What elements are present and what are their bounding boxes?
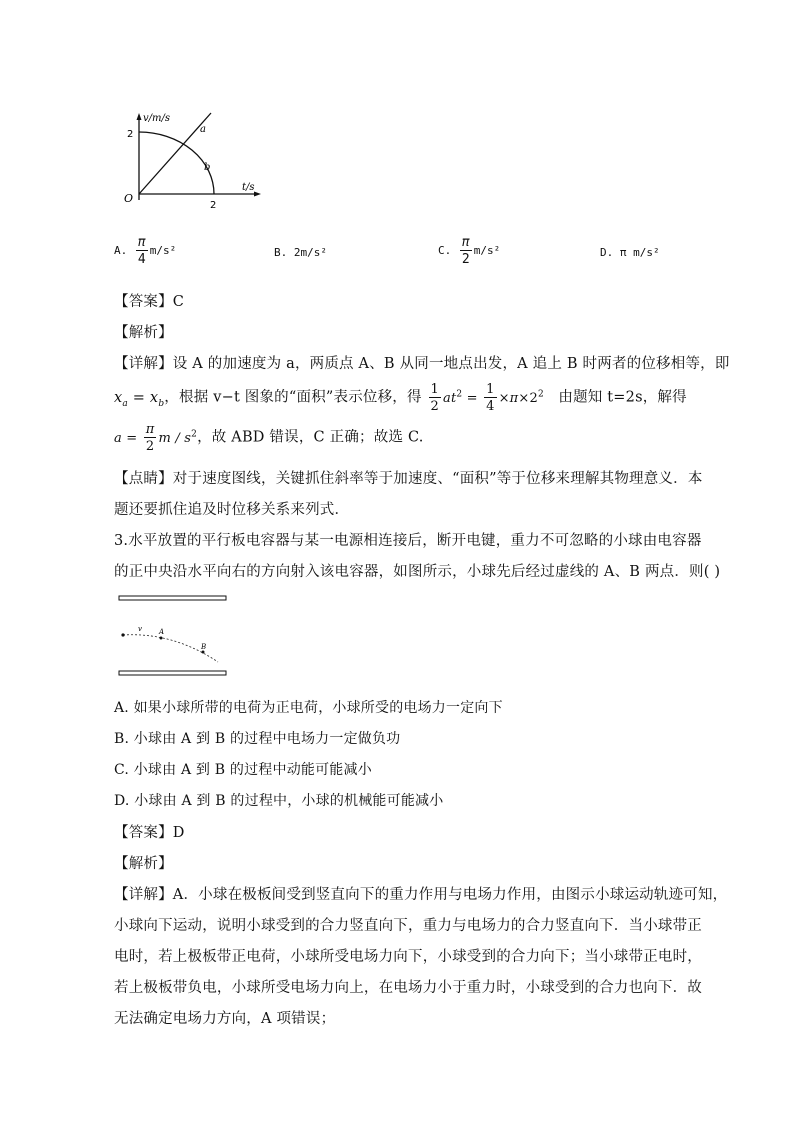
- q3-option-c[interactable]: C. 小球由 A 到 B 的过程中动能可能减小: [114, 762, 372, 778]
- lower-plate: [119, 671, 226, 675]
- point-b-label: B: [201, 643, 207, 651]
- q2-option-d[interactable]: D. π m/s²: [600, 246, 660, 259]
- formula-result: a = $\frac{\pi}{2}$ m / $s^2$: [114, 422, 198, 454]
- q3-detail-line3: 电时，若上极板带正电荷，小球所受电场力向下，小球受到的合力向下；当小球带正电时，: [114, 949, 702, 965]
- curve-b: [139, 132, 214, 194]
- x-axis-label: t/s: [242, 182, 255, 193]
- x-axis-arrow: [254, 192, 261, 197]
- formula-xa-xb: $x_a = x_b$: [114, 389, 165, 409]
- q2-option-b[interactable]: B. 2m/s²: [274, 246, 327, 259]
- q2-analysis-heading: 【解析】: [114, 325, 173, 341]
- q3-stem-line2: 的正中央沿水平向右的方向射入该电容器，如图所示，小球先后经过虚线的 A、B 两点．则( ): [114, 564, 721, 580]
- curve-b-label: b: [204, 162, 211, 173]
- y-axis-label: v/m/s: [143, 113, 171, 124]
- ball-start: [121, 633, 124, 636]
- q2-option-a[interactable]: A. $\frac{\pi}{4}$ m/s²: [114, 235, 177, 267]
- q3-detail-line5: 无法确定电场力方向，A 项错误；: [114, 1011, 336, 1027]
- q3-analysis-heading: 【解析】: [114, 856, 173, 872]
- point-a: [160, 637, 163, 640]
- q2-detail-line3: a = $\frac{\pi}{2}$ m / $s^2$，故 ABD 错误，C 正确；故选 C.: [114, 422, 424, 454]
- q2-remark-line2: 题还要抓住追及时位移关系来列式．: [114, 502, 350, 518]
- upper-plate: [119, 596, 226, 600]
- y-tick-label: 2: [127, 129, 134, 140]
- vt-graph: [118, 110, 268, 215]
- q2-detail-line1: 【详解】设 A 的加速度为 a，两质点 A、B 从同一地点出发，A 追上 B 时两者的位移相等，即: [114, 356, 730, 372]
- q3-answer: 【答案】D: [114, 825, 185, 841]
- q3-detail-line1: 【详解】A．小球在极板间受到竖直向下的重力作用与电场力作用，由图示小球运动轨迹可知，: [114, 887, 728, 903]
- capacitor-figure: [118, 592, 230, 682]
- q2-remark-line1: 【点睛】对于速度图线，关键抓住斜率等于加速度、“面积”等于位移来理解其物理意义．本: [114, 471, 703, 487]
- x-tick-label: 2: [210, 200, 217, 211]
- formula-area: $\frac{1}{2}$ $at^2$ = $\frac{1}{4}$ $\times\pi\times 2^2$: [430, 382, 544, 414]
- q3-detail-line4: 若上极板带负电，小球所受电场力向上，在电场力小于重力时，小球受到的合力也向下．故: [114, 980, 702, 996]
- q3-option-a[interactable]: A. 如果小球所带的电荷为正电荷，小球所受的电场力一定向下: [114, 700, 503, 716]
- q3-option-b[interactable]: B. 小球由 A 到 B 的过程中电场力一定做负功: [114, 731, 401, 747]
- q3-option-d[interactable]: D. 小球由 A 到 B 的过程中，小球的机械能可能减小: [114, 793, 444, 809]
- y-axis-arrow: [137, 113, 142, 120]
- q2-detail-line2: $x_a = x_b$，根据 v−t 图象的“面积”表示位移，得 $\frac{1}{2}$ $at^2$ = $\frac{1}{4}$ $\times\pi\times 2^2$ 由题知 t=2s，解得: [114, 382, 687, 414]
- velocity-label: v: [138, 625, 142, 633]
- q2-option-c[interactable]: C. $\frac{\pi}{2}$ m/s²: [438, 235, 501, 267]
- origin-label: O: [124, 192, 134, 205]
- q3-detail-line2: 小球向下运动，说明小球受到的合力竖直向下，重力与电场力的合力竖直向下．当小球带正: [114, 918, 702, 934]
- point-a-label: A: [159, 628, 165, 636]
- q3-stem-line1: 3.水平放置的平行板电容器与某一电源相连接后，断开电键，重力不可忽略的小球由电容器: [114, 533, 702, 549]
- q2-answer: 【答案】C: [114, 294, 185, 310]
- curve-a-label: a: [200, 124, 206, 135]
